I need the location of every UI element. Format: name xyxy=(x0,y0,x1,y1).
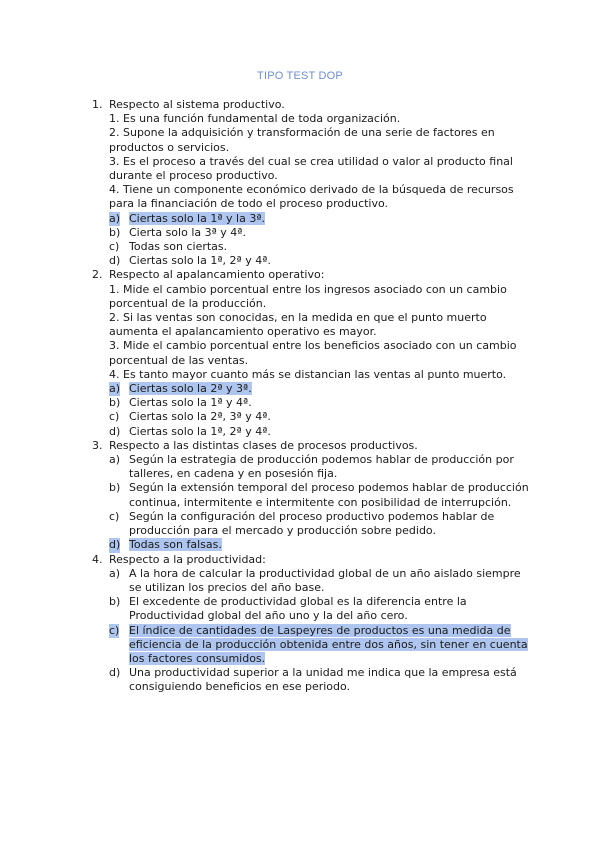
answer-options xyxy=(92,453,532,552)
option-text: Según la estrategia de producción podemos hablar de producción por talleres, en cadena y en posesión fija. xyxy=(129,453,514,481)
option-letter: a) xyxy=(109,211,121,225)
question-1 xyxy=(92,98,532,268)
question-number: 1. xyxy=(92,98,103,111)
answer-option-highlighted xyxy=(92,624,532,667)
option-letter: c) xyxy=(109,410,120,424)
answer-options xyxy=(92,382,532,439)
answer-option xyxy=(92,425,532,439)
option-letter: c) xyxy=(109,509,120,523)
option-text: El índice de cantidades de Laspeyres de productos es una medida de eficiencia de la producción obtenida entre dos años, sin tener en cuenta los factores consumidos. xyxy=(129,623,528,665)
question-statement: 2. Supone la adquisición y transformación de una serie de factores en productos o servicios. xyxy=(109,126,495,154)
option-letter: c) xyxy=(109,623,120,637)
question-prompt: Respecto al sistema productivo. xyxy=(109,98,285,111)
option-letter: a) xyxy=(109,453,121,467)
question-body xyxy=(109,268,532,382)
option-letter: a) xyxy=(109,382,121,396)
option-letter: b) xyxy=(109,396,121,410)
question-body xyxy=(109,439,532,453)
answer-options xyxy=(92,212,532,269)
answer-option xyxy=(92,510,532,538)
answer-option xyxy=(92,666,532,694)
option-text: Cierta solo la 3ª y 4ª. xyxy=(129,225,246,239)
question-statement: 4. Es tanto mayor cuanto más se distancian las ventas al punto muerto. xyxy=(109,367,507,381)
question-statement: 1. Mide el cambio porcentual entre los ingresos asociado con un cambio porcentual de la producción. xyxy=(109,282,507,310)
option-text: Según la extensión temporal del proceso podemos hablar de producción continua, intermitente e intermitente con posibilidad de interrupción. xyxy=(129,481,529,509)
question-statement: 1. Es una función fundamental de toda organización. xyxy=(109,112,401,126)
option-letter: b) xyxy=(109,595,121,609)
option-text: Ciertas solo la 1ª, 2ª y 4ª. xyxy=(129,254,271,268)
option-text: Ciertas solo la 2ª, 3ª y 4ª. xyxy=(129,410,271,424)
question-prompt: Respecto a la productividad: xyxy=(109,552,266,566)
option-letter: d) xyxy=(109,538,121,552)
answer-option xyxy=(92,226,532,240)
option-letter: c) xyxy=(109,240,120,254)
answer-option xyxy=(92,453,532,481)
question-statement: 3. Mide el cambio porcentual entre los beneficios asociado con un cambio porcentual de las ventas. xyxy=(109,339,517,367)
answer-option xyxy=(92,254,532,268)
question-statement: 3. Es el proceso a través del cual se crea utilidad o valor al producto final durante el proceso productivo. xyxy=(109,154,513,183)
question-number: 4. xyxy=(92,552,103,566)
option-text: Ciertas solo la 1ª y 4ª. xyxy=(129,396,252,410)
option-text: El excedente de productividad global es la diferencia entre la Productividad global del año uno y la del año cero. xyxy=(129,595,467,623)
option-letter: d) xyxy=(109,666,121,680)
answer-option xyxy=(92,396,532,410)
answer-option-highlighted xyxy=(92,382,532,396)
answer-option xyxy=(92,240,532,254)
option-letter: b) xyxy=(109,225,121,239)
answer-option xyxy=(92,595,532,623)
option-text: Ciertas solo la 2ª y 3ª. xyxy=(129,382,252,396)
option-text: A la hora de calcular la productividad global de un año aislado siempre se utilizan los precios del año base. xyxy=(129,566,521,594)
option-text: Según la configuración del proceso productivo podemos hablar de producción para el mercado y producción sobre pedido. xyxy=(129,509,495,538)
question-4 xyxy=(92,553,532,695)
question-number: 2. xyxy=(92,268,103,282)
question-body xyxy=(109,98,532,212)
question-2 xyxy=(92,268,532,438)
option-letter: d) xyxy=(109,424,121,438)
option-letter: b) xyxy=(109,481,121,495)
answer-options xyxy=(92,567,532,695)
question-body xyxy=(109,553,532,567)
question-statement: 4. Tiene un componente económico derivado de la búsqueda de recursos para la financiación de todo el proceso productivo. xyxy=(109,183,514,211)
option-letter: d) xyxy=(109,254,121,268)
answer-option xyxy=(92,410,532,424)
option-text: Ciertas solo la 1ª, 2ª y 4ª. xyxy=(129,424,271,438)
answer-option xyxy=(92,567,532,595)
option-text: Todas son ciertas. xyxy=(129,240,228,254)
question-prompt: Respecto al apalancamiento operativo: xyxy=(109,268,325,282)
option-letter: a) xyxy=(109,566,121,580)
document-title: TIPO TEST DOP xyxy=(257,70,343,82)
question-number: 3. xyxy=(92,438,103,452)
answer-option xyxy=(92,481,532,509)
answer-option-highlighted xyxy=(92,538,532,552)
question-statement: 2. Si las ventas son conocidas, en la medida en que el punto muerto aumenta el apalancamiento operativo es mayor. xyxy=(109,311,487,339)
option-text: Ciertas solo la 1ª y la 3ª. xyxy=(129,211,266,225)
question-3 xyxy=(92,439,532,553)
option-text: Todas son falsas. xyxy=(129,538,222,552)
question-list xyxy=(92,98,532,695)
answer-option-highlighted xyxy=(92,212,532,226)
option-text: Una productividad superior a la unidad me indica que la empresa está consiguiendo beneficios en ese periodo. xyxy=(129,666,517,694)
question-prompt: Respecto a las distintas clases de procesos productivos. xyxy=(109,438,418,452)
